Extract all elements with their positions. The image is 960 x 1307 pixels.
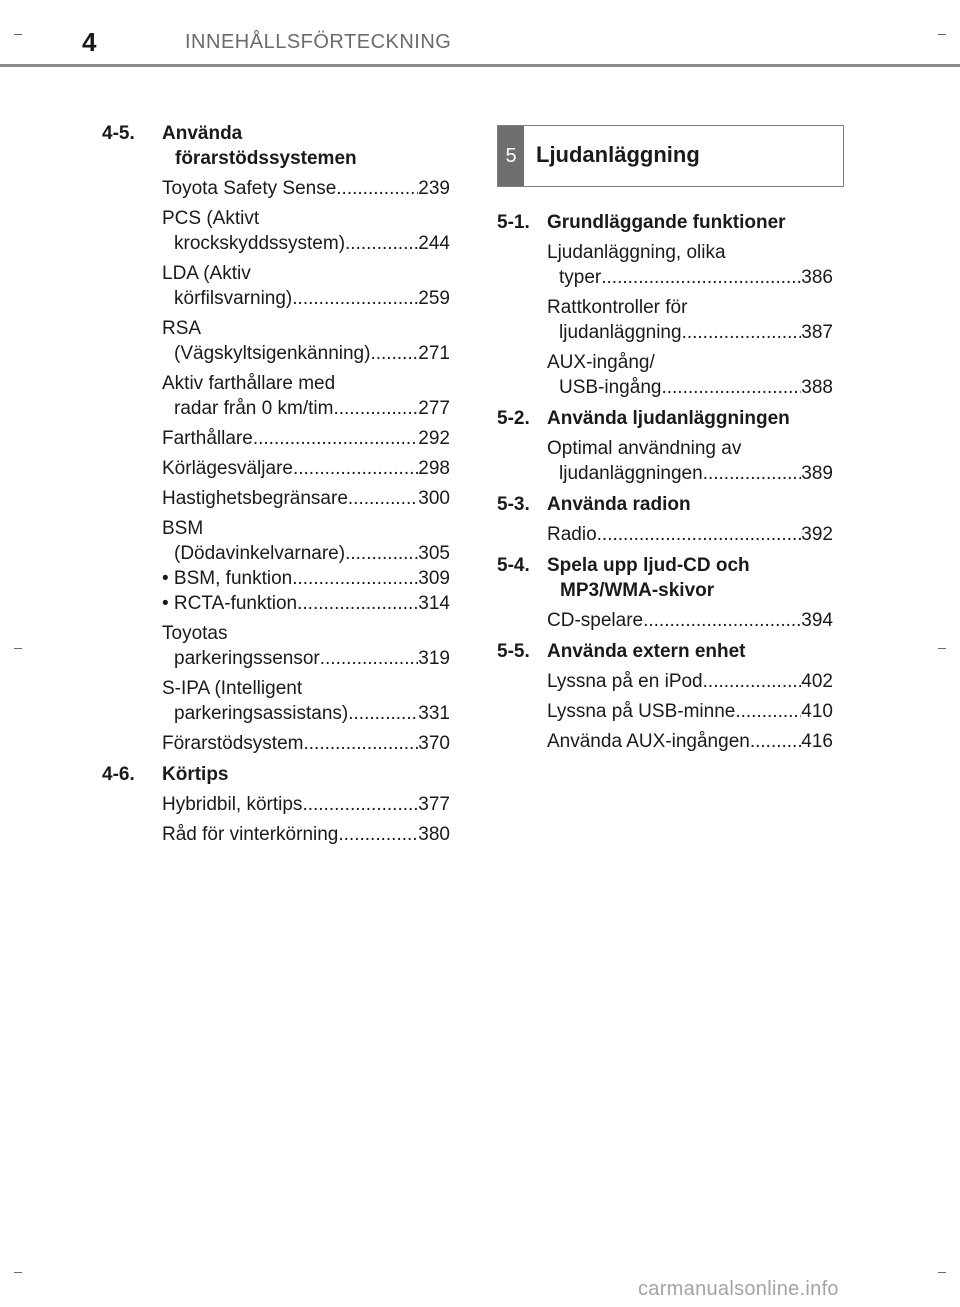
- toc-entry[interactable]: [497, 669, 833, 694]
- page-number: 4: [82, 27, 97, 57]
- toc-entry-text: Hybridbil, körtips: [162, 794, 303, 815]
- toc-entry-text: parkeringsassistans): [174, 703, 349, 724]
- toc-entry-leader-line: [162, 341, 450, 366]
- toc-entry[interactable]: [102, 731, 450, 756]
- toc-page-number: 402: [801, 671, 833, 692]
- toc-page-number: 319: [418, 648, 450, 669]
- crop-mark: [14, 1272, 22, 1273]
- dot-leader: [336, 176, 418, 201]
- toc-entry-leader-line: [162, 426, 450, 451]
- toc-page-number: 388: [801, 377, 833, 398]
- toc-entry-leader-line: [547, 522, 833, 547]
- toc-entry-text: LDA (Aktiv: [162, 263, 251, 284]
- toc-entry[interactable]: [102, 566, 450, 591]
- toc-entry-leader-line: [162, 566, 450, 591]
- section-heading: [497, 406, 833, 431]
- page-header: [0, 0, 960, 68]
- toc-page-number: 392: [801, 524, 833, 545]
- section-number: 4-6.: [102, 764, 135, 785]
- toc-entry-leader-line: [162, 646, 450, 671]
- toc-entry[interactable]: [497, 608, 833, 633]
- toc-page-number: 370: [418, 733, 450, 754]
- dot-leader: [345, 541, 418, 566]
- toc-entry-text: Lyssna på USB-minne: [547, 701, 736, 722]
- toc-entry-leader-line: [547, 461, 833, 486]
- toc-page-number: 239: [418, 178, 450, 199]
- toc-page-number: 271: [418, 343, 450, 364]
- section-title: [547, 210, 833, 235]
- toc-entry[interactable]: [102, 426, 450, 451]
- crop-mark: [14, 648, 22, 649]
- toc-entry-leader-line: [162, 286, 450, 311]
- dot-leader: [292, 566, 418, 591]
- dot-leader: [338, 822, 418, 847]
- toc-entry-text: Förarstödsystem: [162, 733, 304, 754]
- toc-entry-leader-line: [547, 669, 833, 694]
- toc-entry-text: RSA: [162, 318, 202, 339]
- toc-entry-leader-line: [547, 375, 833, 400]
- toc-entry[interactable]: [102, 316, 450, 366]
- toc-entry[interactable]: [102, 822, 450, 847]
- toc-entry[interactable]: [102, 486, 450, 511]
- toc-entry-text: BSM: [162, 518, 204, 539]
- dot-leader: [750, 729, 801, 754]
- toc-entry[interactable]: [497, 729, 833, 754]
- toc-page-number: 377: [418, 794, 450, 815]
- toc-entry-text: USB-ingång: [559, 377, 662, 398]
- dot-leader: [703, 669, 802, 694]
- header-title: INNEHÅLLSFÖRTECKNING: [185, 31, 452, 53]
- dot-leader: [292, 286, 418, 311]
- toc-entry[interactable]: [102, 792, 450, 817]
- section-title: [547, 492, 833, 517]
- toc-entry-text: Toyota Safety Sense: [162, 178, 337, 199]
- toc-entry-text: Toyotas: [162, 623, 228, 644]
- dot-leader: [661, 375, 801, 400]
- toc-entry-leader-line: [547, 265, 833, 290]
- toc-page-number: 309: [418, 568, 450, 589]
- toc-page-number: 314: [418, 593, 450, 614]
- dot-leader: [348, 701, 418, 726]
- toc-entry-text: Rattkontroller för: [547, 297, 688, 318]
- section-title-line: Använda radion: [547, 494, 691, 515]
- toc-page-number: 292: [418, 428, 450, 449]
- toc-page-number: 305: [418, 543, 450, 564]
- toc-entry-leader-line: [547, 608, 833, 633]
- crop-mark: [938, 648, 946, 649]
- toc-entry-text: PCS (Aktivt: [162, 208, 260, 229]
- toc-entry-text: (Vägskyltsigenkänning): [174, 343, 371, 364]
- toc-entry-text: Farthållare: [162, 428, 253, 449]
- toc-entry[interactable]: [102, 621, 450, 671]
- toc-entry[interactable]: [497, 240, 833, 290]
- section-heading: [497, 492, 833, 517]
- toc-entry-text: • BSM, funktion: [162, 568, 293, 589]
- dot-leader: [703, 461, 802, 486]
- section-heading: [497, 639, 833, 664]
- section-number: 5-3.: [497, 494, 530, 515]
- section-number: 5-2.: [497, 408, 530, 429]
- section-title: [162, 762, 450, 787]
- section-title: [162, 121, 450, 171]
- crop-mark: [14, 34, 22, 35]
- toc-page-number: 298: [418, 458, 450, 479]
- toc-entry-text: Använda AUX-ingången: [547, 731, 750, 752]
- dot-leader: [293, 456, 418, 481]
- dot-leader: [253, 426, 418, 451]
- toc-entry-leader-line: [162, 541, 450, 566]
- toc-page-number: 416: [801, 731, 833, 752]
- toc-entry-text: krockskyddssystem): [174, 233, 346, 254]
- section-title-line: Grundläggande funktioner: [547, 212, 786, 233]
- toc-entry-leader-line: [162, 231, 450, 256]
- section-title-line: MP3/WMA-skivor: [560, 580, 715, 601]
- toc-entry-leader-line: [162, 486, 450, 511]
- section-title: [547, 639, 833, 664]
- toc-page-number: 387: [801, 322, 833, 343]
- toc-entry-text: CD-spelare: [547, 610, 644, 631]
- crop-mark: [938, 34, 946, 35]
- section-heading: [497, 553, 833, 603]
- toc-entry-text: Ljudanläggning, olika: [547, 242, 726, 263]
- toc-page-number: 259: [418, 288, 450, 309]
- section-heading: [102, 121, 450, 171]
- dot-leader: [601, 265, 801, 290]
- toc-page-number: 380: [418, 824, 450, 845]
- toc-entry-text: parkeringssensor: [174, 648, 320, 669]
- toc-entry[interactable]: [497, 436, 833, 486]
- toc-entry-text: körfilsvarning): [174, 288, 293, 309]
- toc-entry[interactable]: [497, 699, 833, 724]
- toc-entry[interactable]: [102, 676, 450, 726]
- toc-entry[interactable]: [102, 371, 450, 421]
- toc-page-number: 331: [418, 703, 450, 724]
- section-title-line: Körtips: [162, 764, 229, 785]
- toc-page-number: 300: [418, 488, 450, 509]
- toc-entry-text: Radio: [547, 524, 597, 545]
- toc-entry-text: Aktiv farthållare med: [162, 373, 336, 394]
- toc-entry-leader-line: [162, 396, 450, 421]
- section-number: 5-4.: [497, 555, 530, 576]
- section-title: [547, 553, 833, 603]
- toc-entry-text: • RCTA-funktion: [162, 593, 298, 614]
- toc-entry-leader-line: [162, 701, 450, 726]
- dot-leader: [320, 646, 419, 671]
- toc-entry-leader-line: [547, 729, 833, 754]
- toc-entry[interactable]: [102, 206, 450, 256]
- toc-entry-leader-line: [547, 320, 833, 345]
- dot-leader: [735, 699, 801, 724]
- toc-entry-leader-line: [547, 699, 833, 724]
- section-number: 4-5.: [102, 123, 135, 144]
- toc-entry-text: Körlägesväljare: [162, 458, 293, 479]
- toc-entry-text: (Dödavinkelvarnare): [174, 543, 346, 564]
- chapter-number-tab: 5: [498, 126, 524, 186]
- toc-page-number: 244: [418, 233, 450, 254]
- toc-entry-text: ljudanläggning: [559, 322, 682, 343]
- section-heading: [497, 210, 833, 235]
- toc-entry[interactable]: [497, 295, 833, 345]
- toc-entry-text: radar från 0 km/tim: [174, 398, 334, 419]
- section-number: 5-1.: [497, 212, 530, 233]
- toc-entry-text: typer: [559, 267, 602, 288]
- dot-leader: [302, 792, 418, 817]
- dot-leader: [370, 341, 418, 366]
- toc-entry-text: ljudanläggningen: [559, 463, 703, 484]
- section-title-line: Spela upp ljud-CD och: [547, 555, 750, 576]
- toc-page-number: 389: [801, 463, 833, 484]
- toc-entry-leader-line: [162, 822, 450, 847]
- crop-mark: [938, 1272, 946, 1273]
- dot-leader: [303, 731, 418, 756]
- toc-entry-leader-line: [162, 792, 450, 817]
- toc-page-number: 394: [801, 610, 833, 631]
- toc-entry-text: S-IPA (Intelligent: [162, 678, 303, 699]
- section-title-line: Använda: [162, 123, 243, 144]
- dot-leader: [682, 320, 802, 345]
- toc-entry[interactable]: [102, 176, 450, 201]
- toc-entry-text: Lyssna på en iPod: [547, 671, 703, 692]
- header-rule: [0, 64, 960, 67]
- toc-entry-text: Hastighetsbegränsare: [162, 488, 348, 509]
- dot-leader: [348, 486, 418, 511]
- toc-entry[interactable]: [497, 350, 833, 400]
- toc-entry[interactable]: [102, 456, 450, 481]
- toc-entry-leader-line: [162, 456, 450, 481]
- section-title: [547, 406, 833, 431]
- toc-page-number: 386: [801, 267, 833, 288]
- section-title-line: Använda ljudanläggningen: [547, 408, 790, 429]
- section-number: 5-5.: [497, 641, 530, 662]
- toc-page-number: 277: [418, 398, 450, 419]
- toc-entry-text: Råd för vinterkörning: [162, 824, 339, 845]
- chapter-heading-box: [497, 125, 844, 187]
- toc-page-number: 410: [801, 701, 833, 722]
- toc-entry-text: AUX-ingång/: [547, 352, 655, 373]
- toc-entry[interactable]: [102, 516, 450, 566]
- watermark: carmanualsonline.info: [638, 1278, 839, 1300]
- toc-entry-text: Optimal användning av: [547, 438, 742, 459]
- toc-entry-leader-line: [162, 176, 450, 201]
- toc-entry[interactable]: [102, 591, 450, 616]
- toc-entry[interactable]: [497, 522, 833, 547]
- dot-leader: [297, 591, 418, 616]
- toc-entry[interactable]: [102, 261, 450, 311]
- section-title-line: Använda extern enhet: [547, 641, 746, 662]
- toc-left-column: [102, 121, 450, 847]
- toc-right-column: [497, 210, 833, 754]
- toc-entry-leader-line: [162, 731, 450, 756]
- toc-entry-leader-line: [162, 591, 450, 616]
- dot-leader: [643, 608, 801, 633]
- chapter-title: Ljudanläggning: [536, 142, 700, 167]
- dot-leader: [597, 522, 802, 547]
- dot-leader: [345, 231, 418, 256]
- section-title-line: förarstödssystemen: [175, 148, 357, 169]
- dot-leader: [333, 396, 418, 421]
- section-heading: [102, 762, 450, 787]
